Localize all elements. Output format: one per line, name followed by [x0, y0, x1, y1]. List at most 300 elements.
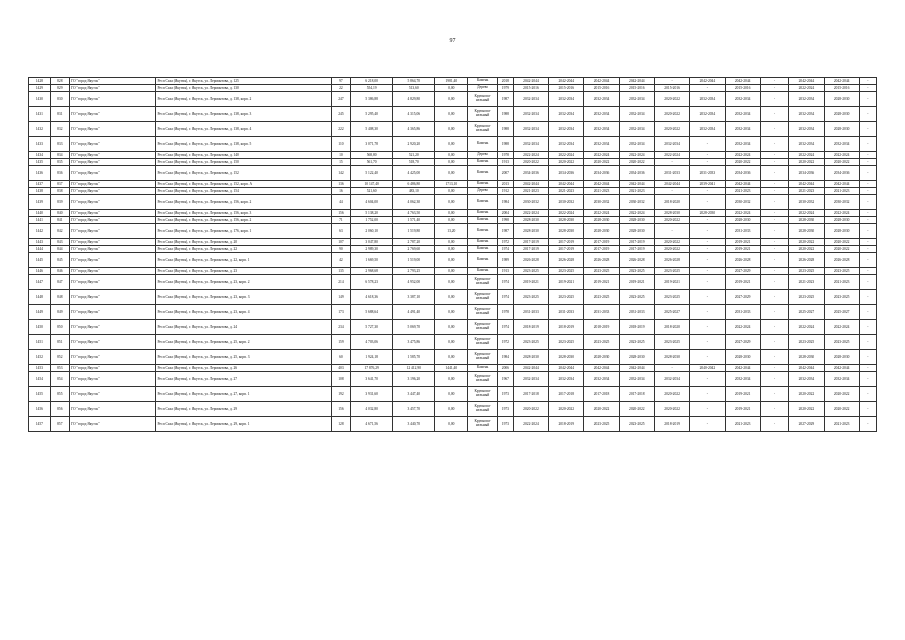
address-cell: Респ Саха (Якутия), г. Якутск, ул. Лермонтова, д. 125 — [156, 78, 331, 85]
period-cell-4: 2042-2044 — [619, 365, 654, 372]
address-cell: Респ Саха (Якутия), г. Якутск, ул. Лермонтова, д. 27, корп. 1 — [156, 387, 331, 402]
total-area-cell: 4 618,36 — [351, 290, 393, 305]
period-cell-4: 2032-2034 — [619, 372, 654, 387]
period-cell-9: 2025-2027 — [789, 305, 824, 320]
period-cell-5: - — [654, 224, 689, 239]
period-cell-4: 2026-2028 — [619, 253, 654, 268]
row-number: 1452 — [29, 350, 51, 365]
address-cell: Респ Саха (Якутия), г. Якутск, ул. Лермонтова, д. 24 — [156, 320, 331, 335]
period-cell-3: 2028-2030 — [584, 217, 619, 224]
period-cell-9: 2021-2023 — [789, 188, 824, 195]
period-cell-5: 2020-2022 — [654, 122, 689, 137]
period-cell-1: 2042-2044 — [513, 181, 548, 188]
period-cell-5: 2018-2020 — [654, 195, 689, 210]
period-cell-5: - — [654, 365, 689, 372]
period-cell-3: 2042-2044 — [584, 365, 619, 372]
table-row — [29, 350, 877, 365]
period-cell-6: 2031-2033 — [690, 166, 725, 181]
total-area-cell: 3 071,78 — [351, 137, 393, 152]
period-cell-9: 2028-2030 — [789, 217, 824, 224]
table-row — [29, 305, 877, 320]
period-cell-2: 2023-2025 — [549, 335, 584, 350]
period-cell-11: - — [859, 195, 876, 210]
period-cell-5: 2023-2025 — [654, 290, 689, 305]
period-cell-11: - — [859, 402, 876, 417]
house-number: 857 — [50, 417, 69, 432]
period-cell-10: 2028-2030 — [824, 122, 859, 137]
total-area-cell: 554,19 — [351, 85, 393, 92]
period-cell-6: 2032-2034 — [690, 92, 725, 107]
period-cell-3: 2023-2025 — [584, 335, 619, 350]
period-cell-5: 2031-2033 — [654, 166, 689, 181]
nonresidential-area-cell: 0,00 — [435, 246, 468, 253]
period-cell-10: 2042-2044 — [824, 181, 859, 188]
nonresidential-area-cell: 0,00 — [435, 372, 468, 387]
address-cell: Респ Саха (Якутия), г. Якутск, ул. Лермонтова, д. 23, корп. 3 — [156, 290, 331, 305]
period-cell-6: - — [690, 372, 725, 387]
row-number: 1454 — [29, 372, 51, 387]
living-area-cell: 2 793,25 — [393, 268, 435, 275]
period-cell-1: 2042-2044 — [513, 365, 548, 372]
period-cell-11: - — [859, 166, 876, 181]
period-cell-6: 2028-2030 — [690, 210, 725, 217]
row-number: 1429 — [29, 85, 51, 92]
owner-cell: ГО "город Якутск" — [69, 290, 156, 305]
year-cell: 1987 — [497, 92, 513, 107]
period-cell-2: 2023-2025 — [549, 290, 584, 305]
apartments-cell: 128 — [331, 417, 350, 432]
table-row — [29, 181, 877, 188]
period-cell-8: - — [760, 253, 788, 268]
owner-cell: ГО "город Якутск" — [69, 159, 156, 166]
row-number: 1457 — [29, 417, 51, 432]
period-cell-1: 2023-2025 — [513, 268, 548, 275]
period-cell-4: 2028-2030 — [619, 224, 654, 239]
period-cell-8: - — [760, 78, 788, 85]
living-area-cell: 3 196,20 — [393, 372, 435, 387]
period-cell-8: - — [760, 275, 788, 290]
period-cell-5: 2022-2024 — [654, 152, 689, 159]
period-cell-7: 2028-2030 — [725, 217, 760, 224]
period-cell-9: 2021-2023 — [789, 275, 824, 290]
material-cell: Крупнопа-нельный — [468, 290, 498, 305]
period-cell-5: 2026-2028 — [654, 253, 689, 268]
period-cell-1: 2026-2028 — [513, 253, 548, 268]
apartments-cell: 108 — [331, 372, 350, 387]
material-cell: Камень — [468, 253, 498, 268]
period-cell-10: 2028-2030 — [824, 107, 859, 122]
period-cell-7: 2019-2021 — [725, 275, 760, 290]
period-cell-6: - — [690, 268, 725, 275]
apartments-cell: 192 — [331, 387, 350, 402]
period-cell-1: 2023-2025 — [513, 290, 548, 305]
year-cell: 1972 — [497, 239, 513, 246]
owner-cell: ГО "город Якутск" — [69, 402, 156, 417]
period-cell-3: 2042-2044 — [584, 181, 619, 188]
living-area-cell: 3 475,86 — [393, 335, 435, 350]
material-cell: Крупнопа-нельный — [468, 387, 498, 402]
apartments-cell: 135 — [331, 268, 350, 275]
period-cell-4: 2042-2044 — [619, 78, 654, 85]
living-area-cell: 4 763,50 — [393, 210, 435, 217]
address-cell: Респ Саха (Якутия), г. Якутск, ул. Лермонтова, д. 154 — [156, 188, 331, 195]
living-area-cell: 4 315,06 — [393, 107, 435, 122]
period-cell-7: 2027-2029 — [725, 335, 760, 350]
period-cell-5: 2018-2020 — [654, 320, 689, 335]
period-cell-1: 2028-2030 — [513, 217, 548, 224]
house-number: 836 — [50, 166, 69, 181]
apartments-cell: 142 — [331, 166, 350, 181]
period-cell-4: 2028-2030 — [619, 350, 654, 365]
period-cell-9: 2026-2028 — [789, 253, 824, 268]
period-cell-11: - — [859, 152, 876, 159]
period-cell-5: 2023-2025 — [654, 335, 689, 350]
year-cell: 1978 — [497, 152, 513, 159]
material-cell: Камень — [468, 195, 498, 210]
address-cell: Респ Саха (Якутия), г. Якутск, ул. Лермонтова, д. 156, корп. 2 — [156, 217, 331, 224]
apartments-cell: 10 — [331, 152, 350, 159]
period-cell-5: 2042-2044 — [654, 181, 689, 188]
table-row — [29, 122, 877, 137]
period-cell-11: - — [859, 224, 876, 239]
total-area-cell: 10 147,40 — [351, 181, 393, 188]
period-cell-3: 2015-2016 — [584, 85, 619, 92]
total-area-cell: 2 989,30 — [351, 246, 393, 253]
period-cell-11: - — [859, 217, 876, 224]
material-cell: Крупнопа-нельный — [468, 305, 498, 320]
nonresidential-area-cell: 0,00 — [435, 387, 468, 402]
period-cell-5: 2032-2034 — [654, 372, 689, 387]
period-cell-7: 2032-2034 — [725, 372, 760, 387]
period-cell-1: 2018-2019 — [513, 320, 548, 335]
address-cell: Респ Саха (Якутия), г. Якутск, ул. Лермонтова, д. 25, корп. 3 — [156, 350, 331, 365]
period-cell-4: 2019-2021 — [619, 275, 654, 290]
year-cell: 1988 — [497, 122, 513, 137]
period-cell-7: 2027-2029 — [725, 268, 760, 275]
period-cell-11: - — [859, 239, 876, 246]
period-cell-2: 2022-2024 — [549, 210, 584, 217]
house-number: 852 — [50, 350, 69, 365]
year-cell: 1974 — [497, 246, 513, 253]
material-cell: Камень — [468, 166, 498, 181]
row-number: 1453 — [29, 365, 51, 372]
total-area-cell: 4 703,06 — [351, 335, 393, 350]
period-cell-6: - — [690, 417, 725, 432]
row-number: 1428 — [29, 78, 51, 85]
living-area-cell: 6 486,80 — [393, 181, 435, 188]
period-cell-1: 2017-2019 — [513, 246, 548, 253]
house-number: 841 — [50, 217, 69, 224]
nonresidential-area-cell: 0,00 — [435, 239, 468, 246]
period-cell-3: 2030-2032 — [584, 195, 619, 210]
period-cell-3: 2020-2022 — [584, 402, 619, 417]
owner-cell: ГО "город Якутск" — [69, 78, 156, 85]
period-cell-1: 2020-2022 — [513, 159, 548, 166]
period-cell-7: 2019-2021 — [725, 387, 760, 402]
year-cell: 1913 — [497, 268, 513, 275]
nonresidential-area-cell: 0,00 — [435, 85, 468, 92]
table-row — [29, 224, 877, 239]
period-cell-6: - — [690, 335, 725, 350]
period-cell-8: - — [760, 365, 788, 372]
period-cell-2: 2031-2033 — [549, 305, 584, 320]
table-row — [29, 195, 877, 210]
nonresidential-area-cell: 1713,10 — [435, 181, 468, 188]
period-cell-11: - — [859, 122, 876, 137]
period-cell-11: - — [859, 387, 876, 402]
total-area-cell: 5 727,30 — [351, 320, 393, 335]
total-area-cell: 561,70 — [351, 159, 393, 166]
period-cell-11: - — [859, 159, 876, 166]
nonresidential-area-cell: 0,00 — [435, 122, 468, 137]
row-number: 1431 — [29, 107, 51, 122]
period-cell-2: 2032-2034 — [549, 92, 584, 107]
total-area-cell: 5 386,88 — [351, 92, 393, 107]
row-number: 1442 — [29, 224, 51, 239]
row-number: 1440 — [29, 210, 51, 217]
table-row — [29, 372, 877, 387]
house-number: 845 — [50, 253, 69, 268]
row-number: 1436 — [29, 166, 51, 181]
period-cell-3: 2026-2028 — [584, 253, 619, 268]
apartments-cell: 71 — [331, 217, 350, 224]
period-cell-5: 2020-2022 — [654, 387, 689, 402]
material-cell: Крупнопа-нельный — [468, 335, 498, 350]
owner-cell: ГО "город Якутск" — [69, 246, 156, 253]
owner-cell: ГО "город Якутск" — [69, 210, 156, 217]
table-row — [29, 320, 877, 335]
house-number: 839 — [50, 195, 69, 210]
period-cell-1: 2030-2032 — [513, 195, 548, 210]
period-cell-11: - — [859, 246, 876, 253]
period-cell-6: 2039-2041 — [690, 181, 725, 188]
period-cell-2: 2020-2022 — [549, 402, 584, 417]
period-cell-8: - — [760, 320, 788, 335]
period-cell-2: 2032-2034 — [549, 372, 584, 387]
material-cell: Крупнопа-нельный — [468, 417, 498, 432]
page-number: 97 — [449, 38, 456, 44]
owner-cell: ГО "город Якутск" — [69, 365, 156, 372]
period-cell-7: 2022-2024 — [725, 210, 760, 217]
period-cell-10: 2022-2024 — [824, 320, 859, 335]
living-area-cell: 1 519,00 — [393, 253, 435, 268]
material-cell: Камень — [468, 268, 498, 275]
address-cell: Респ Саха (Якутия), г. Якутск, ул. Лермонтова, д. 26 — [156, 365, 331, 372]
nonresidential-area-cell: 0,00 — [435, 417, 468, 432]
period-cell-11: - — [859, 350, 876, 365]
house-number: 850 — [50, 320, 69, 335]
nonresidential-area-cell: 1441,40 — [435, 365, 468, 372]
period-cell-2: 2028-2030 — [549, 224, 584, 239]
period-cell-6: - — [690, 402, 725, 417]
nonresidential-area-cell: 0,00 — [435, 268, 468, 275]
period-cell-9: 2032-2034 — [789, 372, 824, 387]
table-row — [29, 335, 877, 350]
period-cell-1: 2021-2023 — [513, 188, 548, 195]
period-cell-6: - — [690, 217, 725, 224]
address-cell: Респ Саха (Якутия), г. Якутск, ул. Лермонтова, д. 138, корп. 4 — [156, 122, 331, 137]
living-area-cell: 3 447,40 — [393, 387, 435, 402]
house-number: 832 — [50, 122, 69, 137]
living-area-cell: 3 387,10 — [393, 290, 435, 305]
row-number: 1448 — [29, 290, 51, 305]
period-cell-9: 2020-2022 — [789, 402, 824, 417]
period-cell-11: - — [859, 305, 876, 320]
total-area-cell: 2 060,10 — [351, 224, 393, 239]
row-number: 1445 — [29, 253, 51, 268]
period-cell-11: - — [859, 417, 876, 432]
material-cell: Камень — [468, 181, 498, 188]
year-cell: 1974 — [497, 290, 513, 305]
address-cell: Респ Саха (Якутия), г. Якутск, ул. Лермонтова, д. 152 — [156, 166, 331, 181]
period-cell-7: 2031-2033 — [725, 305, 760, 320]
nonresidential-area-cell: 0,00 — [435, 159, 468, 166]
period-cell-2: 2032-2034 — [549, 122, 584, 137]
period-cell-7: 2034-2036 — [725, 166, 760, 181]
material-cell: Камень — [468, 365, 498, 372]
total-area-cell: 5 122,40 — [351, 166, 393, 181]
period-cell-5: 2020-2022 — [654, 239, 689, 246]
period-cell-7: 2021-2023 — [725, 188, 760, 195]
owner-cell: ГО "город Якутск" — [69, 239, 156, 246]
house-number: 851 — [50, 335, 69, 350]
total-area-cell: 4 671,56 — [351, 417, 393, 432]
period-cell-1: 2017-2019 — [513, 239, 548, 246]
living-area-cell: 3 440,70 — [393, 417, 435, 432]
nonresidential-area-cell: 13,20 — [435, 224, 468, 239]
period-cell-6: - — [690, 320, 725, 335]
period-cell-7: 2021-2023 — [725, 417, 760, 432]
period-cell-9: 2032-2034 — [789, 92, 824, 107]
period-cell-8: - — [760, 181, 788, 188]
period-cell-1: 2032-2034 — [513, 107, 548, 122]
period-cell-4: 2032-2034 — [619, 122, 654, 137]
address-cell: Респ Саха (Якутия), г. Якутск, ул. Лермонтова, д. 23 — [156, 268, 331, 275]
house-number: 835 — [50, 159, 69, 166]
period-cell-11: - — [859, 253, 876, 268]
period-cell-9: 2028-2030 — [789, 224, 824, 239]
nonresidential-area-cell: 0,00 — [435, 320, 468, 335]
house-number: 829 — [50, 85, 69, 92]
nonresidential-area-cell: 0,00 — [435, 137, 468, 152]
period-cell-10: 2032-2034 — [824, 137, 859, 152]
period-cell-8: - — [760, 290, 788, 305]
period-cell-11: - — [859, 372, 876, 387]
apartments-cell: 159 — [331, 335, 350, 350]
period-cell-1: 2017-2018 — [513, 387, 548, 402]
living-area-cell: 1 585,70 — [393, 350, 435, 365]
period-cell-4: 2020-2022 — [619, 159, 654, 166]
period-cell-8: - — [760, 224, 788, 239]
period-cell-1: 2022-2024 — [513, 152, 548, 159]
house-number: 855 — [50, 387, 69, 402]
nonresidential-area-cell: 0,00 — [435, 210, 468, 217]
period-cell-7: 2031-2033 — [725, 224, 760, 239]
year-cell: 1973 — [497, 417, 513, 432]
year-cell: 1988 — [497, 137, 513, 152]
material-cell: Камень — [468, 224, 498, 239]
period-cell-10: 2023-2025 — [824, 290, 859, 305]
period-cell-4: 2042-2044 — [619, 181, 654, 188]
period-cell-2: 2042-2044 — [549, 365, 584, 372]
period-cell-5: 2020-2022 — [654, 217, 689, 224]
period-cell-10: 2028-2030 — [824, 217, 859, 224]
period-cell-10: 2030-2032 — [824, 195, 859, 210]
period-cell-3: 2032-2034 — [584, 107, 619, 122]
period-cell-7: 2019-2021 — [725, 239, 760, 246]
period-cell-1: 2019-2021 — [513, 275, 548, 290]
period-cell-9: 2022-2024 — [789, 152, 824, 159]
table-row — [29, 92, 877, 107]
owner-cell: ГО "город Якутск" — [69, 85, 156, 92]
nonresidential-area-cell: 0,00 — [435, 305, 468, 320]
row-number: 1432 — [29, 122, 51, 137]
period-cell-6: - — [690, 253, 725, 268]
house-number: 844 — [50, 246, 69, 253]
period-cell-4: 2032-2034 — [619, 137, 654, 152]
period-cell-9: 2020-2022 — [789, 246, 824, 253]
owner-cell: ГО "город Якутск" — [69, 122, 156, 137]
house-number: 843 — [50, 239, 69, 246]
living-area-cell: 4 491,40 — [393, 305, 435, 320]
owner-cell: ГО "город Якутск" — [69, 217, 156, 224]
table-row — [29, 152, 877, 159]
nonresidential-area-cell: 1981,40 — [435, 78, 468, 85]
period-cell-10: 2026-2028 — [824, 253, 859, 268]
owner-cell: ГО "город Якутск" — [69, 268, 156, 275]
period-cell-3: 2020-2022 — [584, 159, 619, 166]
owner-cell: ГО "город Якутск" — [69, 195, 156, 210]
period-cell-8: - — [760, 217, 788, 224]
period-cell-8: - — [760, 137, 788, 152]
total-area-cell: 3 931,60 — [351, 387, 393, 402]
period-cell-3: 2032-2034 — [584, 122, 619, 137]
living-area-cell: 2 920,20 — [393, 137, 435, 152]
period-cell-7: 2027-2029 — [725, 290, 760, 305]
period-cell-3: 2023-2025 — [584, 268, 619, 275]
period-cell-8: - — [760, 268, 788, 275]
table-row — [29, 402, 877, 417]
owner-cell: ГО "город Якутск" — [69, 181, 156, 188]
period-cell-1: 2023-2025 — [513, 335, 548, 350]
address-cell: Респ Саха (Якутия), г. Якутск, ул. Лермонтова, д. 130 — [156, 85, 331, 92]
period-cell-6: 2032-2034 — [690, 107, 725, 122]
period-cell-11: - — [859, 210, 876, 217]
period-cell-11: - — [859, 275, 876, 290]
row-number: 1433 — [29, 137, 51, 152]
total-area-cell: 1 924,18 — [351, 350, 393, 365]
apartments-cell: 90 — [331, 246, 350, 253]
period-cell-1: 2022-2024 — [513, 417, 548, 432]
period-cell-5: 2028-2030 — [654, 350, 689, 365]
period-cell-6: - — [690, 275, 725, 290]
row-number: 1450 — [29, 320, 51, 335]
address-cell: Респ Саха (Якутия), г. Якутск, ул. Лермонтова, д. 140 — [156, 152, 331, 159]
table-row — [29, 85, 877, 92]
period-cell-9: 2020-2022 — [789, 159, 824, 166]
year-cell: 2007 — [497, 166, 513, 181]
year-cell: 2013 — [497, 181, 513, 188]
period-cell-5: 2025-2027 — [654, 305, 689, 320]
period-cell-8: - — [760, 350, 788, 365]
table-row — [29, 159, 877, 166]
period-cell-3: 2034-2036 — [584, 166, 619, 181]
period-cell-8: - — [760, 335, 788, 350]
period-cell-5: 2019-2021 — [654, 275, 689, 290]
house-number: 837 — [50, 181, 69, 188]
period-cell-4: 2017-2019 — [619, 239, 654, 246]
period-cell-4: 2020-2022 — [619, 402, 654, 417]
